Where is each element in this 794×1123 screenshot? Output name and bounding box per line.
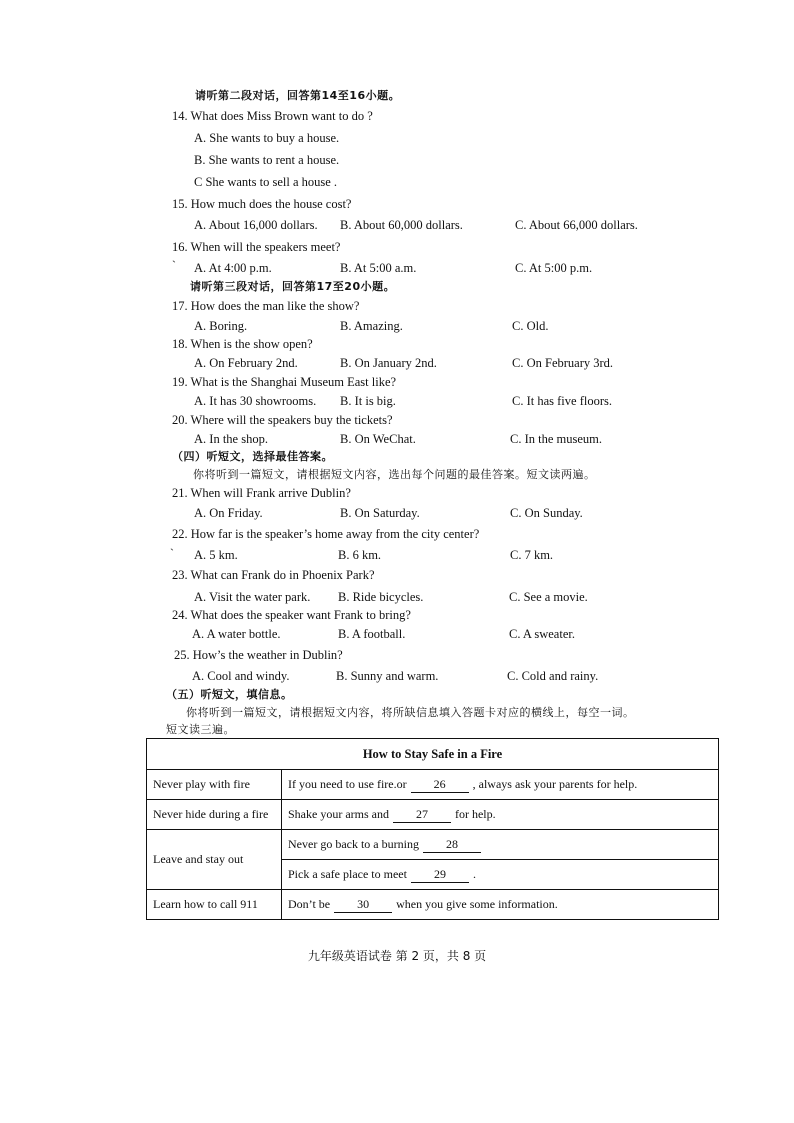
row-text: If you need to use fire.or: [288, 776, 407, 791]
q16-option-c: C. At 5:00 p.m.: [515, 261, 593, 275]
q22-option-c: C. 7 km.: [510, 548, 554, 562]
row-label: Never hide during a fire: [147, 800, 282, 830]
q16-option-b: B. At 5:00 a.m.: [340, 261, 417, 275]
q14-option-b: B. She wants to rent a house.: [194, 153, 340, 167]
question-15: 15. How much does the house cost?: [172, 197, 352, 211]
row-text: when you give some information.: [396, 896, 558, 911]
q21-option-b: B. On Saturday.: [340, 506, 420, 520]
question-18: 18. When is the show open?: [172, 337, 313, 351]
row-content: [282, 890, 719, 920]
q17-option-a: A. Boring.: [194, 319, 248, 333]
question-16: 16. When will the speakers meet?: [172, 240, 341, 254]
q25-option-c: C. Cold and rainy.: [507, 669, 599, 683]
blank-29: 29: [411, 867, 469, 883]
question-19: 19. What is the Shanghai Museum East like?: [172, 375, 397, 389]
blank-26: 26: [411, 777, 469, 793]
q21-options: [0, 505, 794, 521]
q22-option-a: A. 5 km.: [194, 548, 238, 562]
row-content: [282, 770, 719, 800]
fire-safety-table: [146, 738, 719, 920]
question-24: 24. What does the speaker want Frank to bring?: [172, 608, 411, 622]
question-14: 14. What does Miss Brown want to do ?: [172, 109, 373, 123]
q25-option-a: A. Cool and windy.: [192, 669, 290, 683]
q15-option-b: B. About 60,000 dollars.: [340, 218, 463, 232]
q19-option-c: C. It has five floors.: [512, 394, 612, 408]
q18-option-b: B. On January 2nd.: [340, 356, 437, 370]
q17-option-c: C. Old.: [512, 319, 549, 333]
q24-option-c: C. A sweater.: [509, 627, 575, 641]
q25-options: [0, 668, 794, 684]
q23-options: [0, 589, 794, 605]
row-text: .: [472, 866, 476, 881]
q20-options: [0, 431, 794, 447]
q19-option-b: B. It is big.: [340, 394, 396, 408]
q19-options: [0, 393, 794, 409]
section-5-instruction: 你将听到一篇短文，请根据短文内容，将所缺信息填入答题卡对应的横线上，每空一词。: [186, 706, 635, 719]
row-content: [282, 800, 719, 830]
q24-options: [0, 626, 794, 642]
q25-option-b: B. Sunny and warm.: [336, 669, 439, 683]
q15-options: [0, 217, 794, 233]
q17-options: [0, 318, 794, 334]
row-label: Never play with fire: [147, 770, 282, 800]
blank-27: 27: [393, 807, 451, 823]
q18-options: [0, 355, 794, 371]
table-row: [147, 800, 719, 830]
row-label: Leave and stay out: [147, 830, 282, 890]
table-row: [147, 830, 719, 860]
question-22: 22. How far is the speaker’s home away from the city center?: [172, 527, 480, 541]
row-content: [282, 830, 719, 860]
row-text: Never go back to a burning: [288, 836, 419, 851]
q24-option-a: A. A water bottle.: [192, 627, 281, 641]
q14-option-c: C She wants to sell a house .: [194, 175, 338, 189]
q18-option-a: A. On February 2nd.: [194, 356, 298, 370]
question-20: 20. Where will the speakers buy the tickets?: [172, 413, 393, 427]
blank-30: 30: [334, 897, 392, 913]
q16-option-a: A. At 4:00 p.m.: [194, 261, 272, 275]
q14-option-a: A. She wants to buy a house.: [194, 131, 340, 145]
blank-28: 28: [423, 837, 481, 853]
row-text: Pick a safe place to meet: [288, 866, 407, 881]
q20-option-a: A. In the shop.: [194, 432, 268, 446]
row-text: Don’t be: [288, 896, 331, 911]
q23-option-a: A. Visit the water park.: [194, 590, 311, 604]
row-label: Learn how to call 911: [147, 890, 282, 920]
section-instruction-part2: 请听第二段对话，回答第14至16小题。: [195, 89, 401, 102]
page-footer: 九年级英语试卷 第 2 页，共 8 页: [307, 949, 487, 963]
question-23: 23. What can Frank do in Phoenix Park?: [172, 568, 375, 582]
row-text: Shake your arms and: [288, 806, 389, 821]
q20-option-b: B. On WeChat.: [340, 432, 416, 446]
row-text: for help.: [454, 806, 496, 821]
section-4-title: （四）听短文，选择最佳答案。: [172, 450, 333, 463]
q15-option-a: A. About 16,000 dollars.: [194, 218, 318, 232]
stray-mark: `: [170, 546, 174, 560]
table-header-row: [147, 739, 719, 770]
q20-option-c: C. In the museum.: [510, 432, 603, 446]
row-text: , always ask your parents for help.: [472, 776, 638, 791]
stray-mark: `: [172, 258, 176, 272]
q21-option-a: A. On Friday.: [194, 506, 263, 520]
q23-option-b: B. Ride bicycles.: [338, 590, 424, 604]
section-5-instruction-cont: 短文读三遍。: [166, 723, 235, 736]
q22-options: [0, 547, 794, 563]
table-row: [147, 770, 719, 800]
q22-option-b: B. 6 km.: [338, 548, 382, 562]
question-21: 21. When will Frank arrive Dublin?: [172, 486, 351, 500]
q18-option-c: C. On February 3rd.: [512, 356, 614, 370]
question-25: 25. How’s the weather in Dublin?: [174, 648, 343, 662]
table-title: How to Stay Safe in a Fire: [147, 739, 719, 770]
q15-option-c: C. About 66,000 dollars.: [515, 218, 638, 232]
q23-option-c: C. See a movie.: [509, 590, 588, 604]
section-5-title: （五）听短文，填信息。: [166, 688, 293, 701]
q17-option-b: B. Amazing.: [340, 319, 403, 333]
q16-options: [0, 260, 794, 276]
q19-option-a: A. It has 30 showrooms.: [194, 394, 317, 408]
table-row: [147, 890, 719, 920]
question-17: 17. How does the man like the show?: [172, 299, 360, 313]
section-instruction-part3: 请听第三段对话，回答第17至20小题。: [190, 280, 396, 293]
row-content: [282, 860, 719, 890]
q21-option-c: C. On Sunday.: [510, 506, 583, 520]
q24-option-b: B. A football.: [338, 627, 406, 641]
section-4-instruction: 你将听到一篇短文，请根据短文内容，选出每个问题的最佳答案。短文读两遍。: [193, 468, 596, 481]
